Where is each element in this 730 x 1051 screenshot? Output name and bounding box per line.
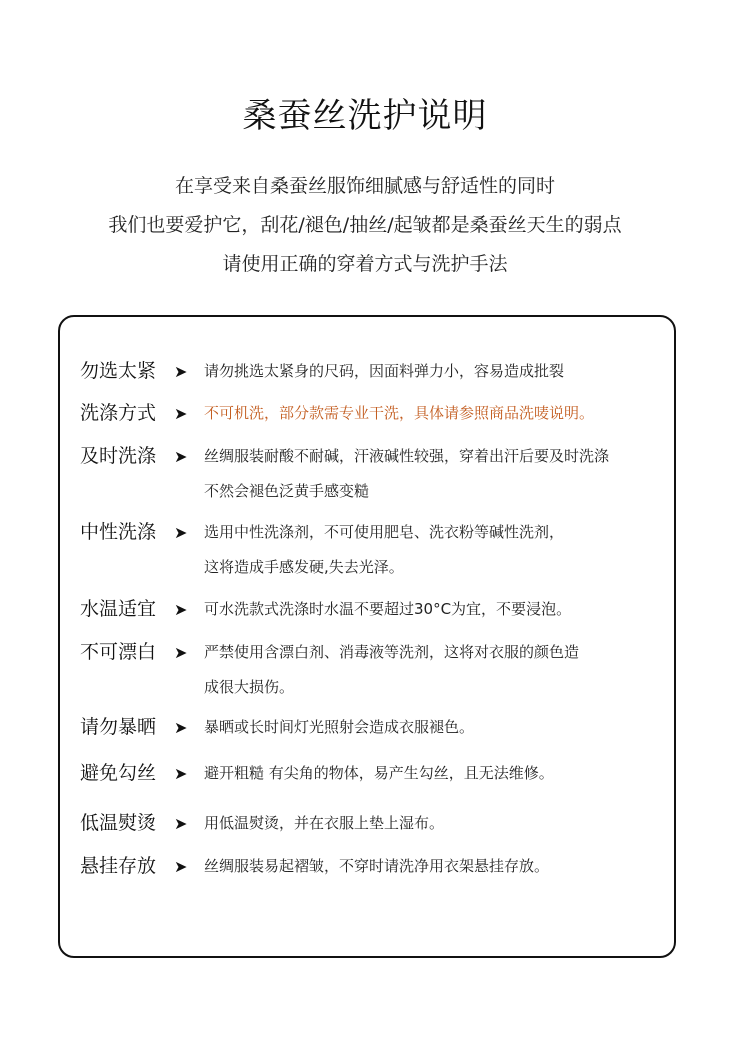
- care-item-description-line: 成很大损伤。: [204, 678, 295, 696]
- care-item-label: 悬挂存放: [80, 855, 157, 877]
- care-item-description-line: 避开粗糙 有尖角的物体，易产生勾丝，且无法维修。: [204, 764, 554, 782]
- care-item-label: 请勿暴晒: [80, 716, 157, 738]
- arrow-right-icon: ➤: [174, 814, 188, 833]
- intro-text: [0, 170, 730, 287]
- care-item-description-line: 请勿挑选太紧身的尺码，因面料弹力小，容易造成批裂: [204, 362, 565, 380]
- care-item-description-line: 严禁使用含漂白剂、消毒液等洗剂，这将对衣服的颜色造: [204, 643, 580, 661]
- arrow-right-icon: ➤: [174, 600, 188, 619]
- care-item-description-line: 不可机洗，部分款需专业干洗，具体请参照商品洗唛说明。: [204, 404, 595, 422]
- arrow-right-icon: ➤: [174, 764, 188, 783]
- arrow-right-icon: ➤: [174, 857, 188, 876]
- arrow-right-icon: ➤: [174, 362, 188, 381]
- arrow-right-icon: ➤: [174, 718, 188, 737]
- care-item-description: [204, 520, 564, 579]
- care-item-description: [204, 401, 594, 425]
- care-item-description-line: 选用中性洗涤剂，不可使用肥皂、洗衣粉等碱性洗剂，: [204, 523, 565, 541]
- arrow-right-icon: ➤: [174, 404, 188, 423]
- care-item-description-line: 丝绸服装易起褶皱，不穿时请洗净用衣架悬挂存放。: [204, 857, 550, 875]
- care-item-description: [204, 359, 564, 383]
- care-item-description-line: 丝绸服装耐酸不耐碱，汗液碱性较强，穿着出汗后要及时洗涤: [204, 447, 610, 465]
- care-item-description: [204, 715, 474, 739]
- arrow-right-icon: ➤: [174, 523, 188, 542]
- care-item-label: 勿选太紧: [80, 360, 157, 382]
- arrow-right-icon: ➤: [174, 447, 188, 466]
- arrow-right-icon: ➤: [174, 643, 188, 662]
- care-item-label: 洗涤方式: [80, 402, 157, 424]
- intro-line: 我们也要爱护它，刮花/褪色/抽丝/起皱都是桑蚕丝天生的弱点: [108, 214, 622, 236]
- care-item-description-line: 这将造成手感发硬,失去光泽。: [204, 558, 404, 576]
- care-item-description-line: 用低温熨烫，并在衣服上垫上湿布。: [204, 814, 445, 832]
- care-item-label: 避免勾丝: [80, 762, 157, 784]
- care-item-label: 低温熨烫: [80, 812, 157, 834]
- care-item-description: [204, 597, 571, 621]
- care-item-label: 及时洗涤: [80, 445, 157, 467]
- care-item-label: 中性洗涤: [80, 521, 157, 543]
- care-item-description-line: 暴晒或长时间灯光照射会造成衣服褪色。: [204, 718, 475, 736]
- care-item-description: [204, 811, 444, 835]
- care-item-description-line: 可水洗款式洗涤时水温不要超过30°C为宜，不要浸泡。: [204, 600, 572, 618]
- intro-line: 请使用正确的穿着方式与洗护手法: [222, 253, 508, 275]
- care-item-description: [204, 640, 579, 699]
- care-item-label: 不可漂白: [80, 641, 157, 663]
- intro-line: 在享受来自桑蚕丝服饰细腻感与舒适性的同时: [174, 175, 555, 197]
- page-title: 桑蚕丝洗护说明: [242, 96, 488, 136]
- care-item-description-line: 不然会褪色泛黄手感变糙: [204, 482, 370, 500]
- care-item-description: [204, 761, 554, 785]
- care-item-description: [204, 854, 549, 878]
- care-item-description: [204, 444, 609, 503]
- care-item-label: 水温适宜: [80, 598, 157, 620]
